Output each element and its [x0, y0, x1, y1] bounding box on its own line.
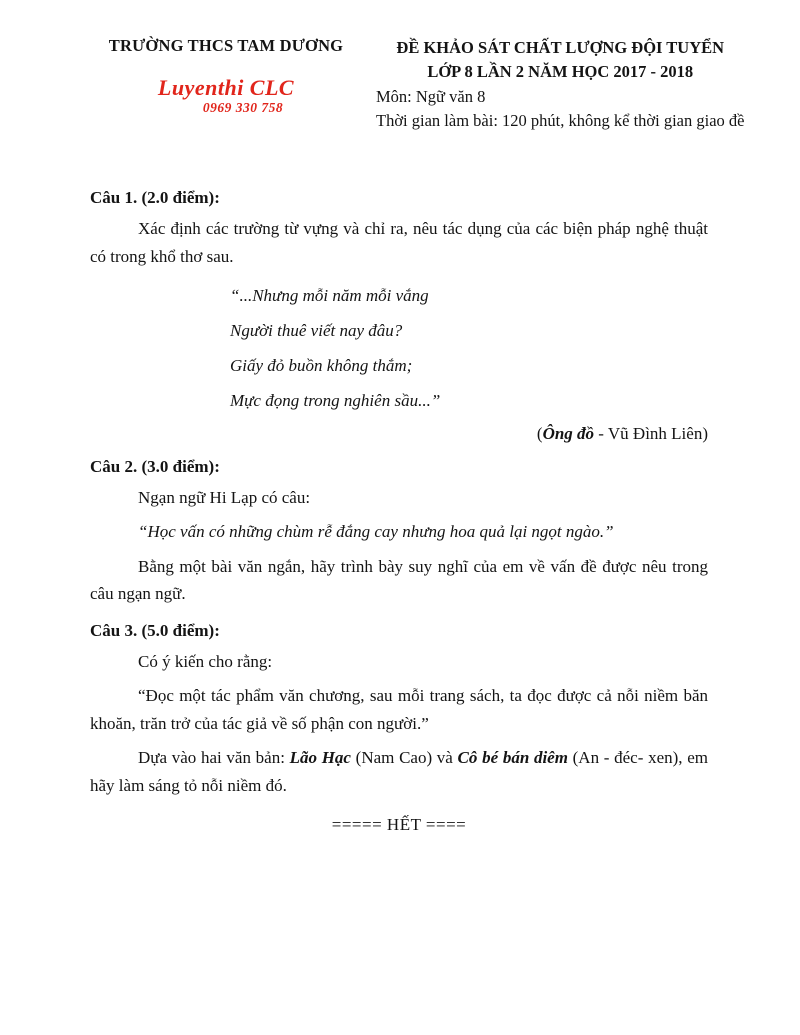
question-1-intro: Xác định các trường từ vựng và chỉ ra, nêu tác dụng của các biện pháp nghệ thuật có trong khổ thơ sau. [90, 219, 708, 266]
attribution-author: - Vũ Đình Liên) [594, 423, 708, 443]
question-3-quote: “Đọc một tác phẩm văn chương, sau mỗi trang sách, ta đọc được cả nỗi niềm băn khoăn, trăn trở của tác giả về số phận con người.” [90, 686, 708, 733]
poem-line: “...Nhưng mỗi năm mỗi vắng [230, 286, 429, 306]
end-of-exam-marker: ===== HẾT ==== [331, 815, 467, 835]
duration-line: Thời gian làm bài: 120 phút, không kể thời gian giao đề [376, 111, 745, 131]
poem-line: Mực đọng trong nghiên sầu...” [230, 390, 441, 410]
question-3-heading: Câu 3. (5.0 điểm): [90, 620, 220, 640]
question-2-quote: “Học vấn có những chùm rễ đắng cay nhưng hoa quả lại ngọt ngào.” [138, 522, 614, 542]
poem-line: Giấy đỏ buồn không thắm; [230, 356, 413, 376]
poem-excerpt [230, 284, 708, 412]
question-3 [90, 621, 708, 800]
question-2 [90, 457, 708, 608]
logo-phone: 0969 330 758 [202, 100, 284, 115]
logo [90, 77, 362, 115]
question-1-heading: Câu 1. (2.0 điểm): [90, 188, 220, 208]
header [90, 36, 745, 132]
school-name: TRƯỜNG THCS TAM DƯƠNG [108, 36, 344, 55]
logo-text: Luyenthi CLC [157, 75, 295, 100]
subject-line: Môn: Ngữ văn 8 [376, 86, 486, 106]
question-2-task: Bằng một bài văn ngắn, hãy trình bày suy nghĩ của em về vấn đề được nêu trong câu ngạn ngữ. [90, 556, 708, 604]
school-block [90, 36, 362, 115]
task-text: (An - đéc- xen), em hãy làm sáng tỏ nỗi niềm đó. [90, 748, 708, 795]
task-text: (Nam Cao) và [350, 748, 458, 768]
poem-title: Ông đồ [542, 423, 595, 443]
exam-title-line2: LỚP 8 LẦN 2 NĂM HỌC 2017 - 2018 [427, 61, 694, 81]
work-title-co-be-ban-diem: Cô bé bán diêm [457, 748, 568, 768]
exam-title-line1: ĐỀ KHẢO SÁT CHẤT LƯỢNG ĐỘI TUYỂN [396, 38, 725, 57]
task-text: Dựa vào hai văn bản: [138, 748, 290, 768]
question-1 [90, 188, 708, 443]
poem-attribution [90, 424, 708, 444]
exam-title-block [376, 36, 744, 132]
attribution-open: ( [536, 423, 543, 443]
question-3-task [90, 744, 708, 799]
question-3-lead: Có ý kiến cho rằng: [138, 651, 273, 671]
question-2-heading: Câu 2. (3.0 điểm): [90, 456, 220, 476]
work-title-lao-hac: Lão Hạc [289, 748, 351, 768]
poem-line: Người thuê viết nay đâu? [230, 321, 403, 341]
question-2-lead: Ngạn ngữ Hi Lạp có câu: [138, 487, 311, 507]
exam-body [90, 188, 708, 835]
